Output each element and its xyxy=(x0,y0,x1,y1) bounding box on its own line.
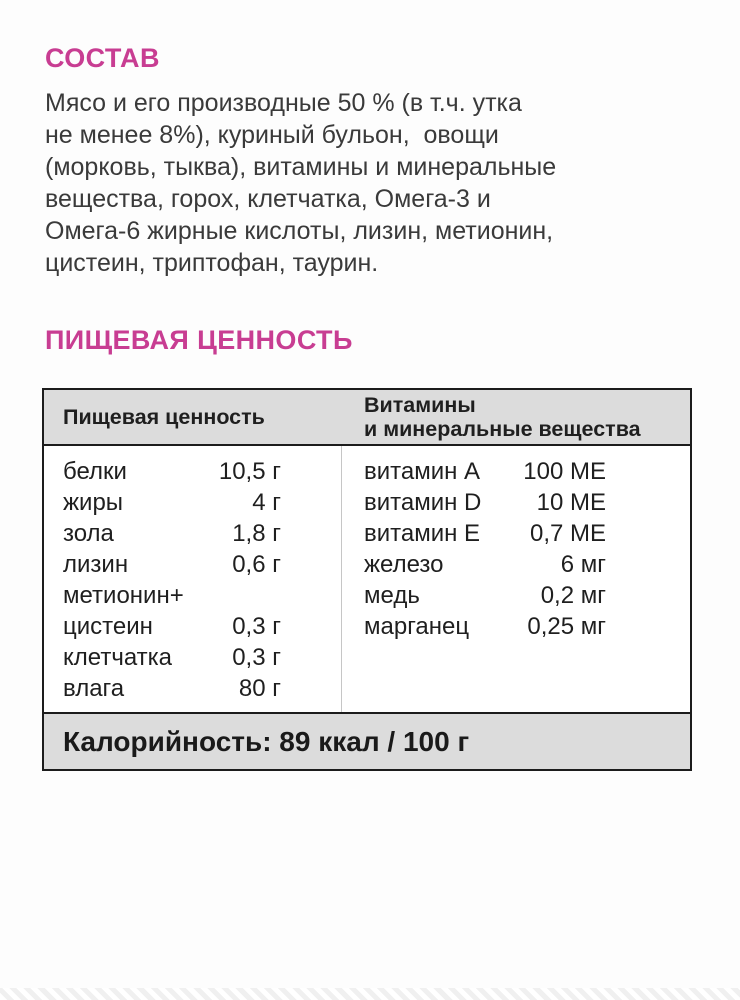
nutrient-value: 4 г xyxy=(252,489,281,516)
nutrient-label: жиры xyxy=(63,489,124,516)
ingredients-line: вещества, горох, клетчатка, Омега-3 и xyxy=(45,185,491,213)
vitamin-label: медь xyxy=(364,582,420,609)
nutrient-label: клетчатка xyxy=(63,644,173,671)
nutrient-value: 10,5 г xyxy=(218,458,281,485)
table-row xyxy=(364,580,606,611)
nutrition-column xyxy=(44,446,342,712)
vitamin-label: железо xyxy=(364,551,444,578)
nutrition-table-header xyxy=(44,390,690,446)
ingredients-line: (морковь, тыква), витамины и минеральные xyxy=(45,153,557,181)
nutrient-label: лизин xyxy=(63,551,129,578)
table-row xyxy=(364,518,606,549)
vitamin-value: 100 МЕ xyxy=(523,458,606,485)
table-row xyxy=(364,487,606,518)
nutrient-label: зола xyxy=(63,520,114,547)
table-row xyxy=(63,642,281,673)
table-row xyxy=(63,549,281,580)
column-header-vitamins-line2: и минеральные вещества xyxy=(364,417,641,441)
table-row xyxy=(63,456,281,487)
vitamin-value: 10 МЕ xyxy=(536,489,606,516)
vitamin-label: витамин D xyxy=(364,489,482,516)
column-header-nutrition: Пищевая ценность xyxy=(63,405,265,429)
table-row xyxy=(364,611,606,642)
table-row xyxy=(63,580,281,611)
vitamin-value: 0,2 мг xyxy=(540,582,606,609)
ingredients-line: Омега-6 жирные кислоты, лизин, метионин, xyxy=(45,217,554,245)
ingredients-paragraph xyxy=(45,87,700,279)
nutrient-value: 80 г xyxy=(238,675,281,702)
ingredients-line: не менее 8%), куриный бульон, овощи xyxy=(45,121,499,149)
nutrient-value: 0,3 г xyxy=(232,644,281,671)
table-row xyxy=(364,456,606,487)
nutrition-table-body xyxy=(44,446,690,712)
column-header-vitamins xyxy=(342,393,641,441)
calories-row: Калорийность: 89 ккал / 100 г xyxy=(44,712,690,769)
column-header-vitamins-line1: Витамины xyxy=(364,393,476,417)
table-row xyxy=(63,611,281,642)
nutrient-label: белки xyxy=(63,458,127,485)
nutrition-heading: ПИЩЕВАЯ ЦЕННОСТЬ xyxy=(45,325,353,355)
table-row xyxy=(63,673,281,704)
composition-heading: СОСТАВ xyxy=(45,43,160,73)
nutrition-table xyxy=(42,388,692,771)
vitamin-label: марганец xyxy=(364,613,470,640)
vitamin-label: витамин A xyxy=(364,458,481,485)
ingredients-line: Мясо и его производные 50 % (в т.ч. утка xyxy=(45,89,522,117)
table-row xyxy=(63,487,281,518)
table-row xyxy=(364,549,606,580)
vitamin-label: витамин E xyxy=(364,520,481,547)
nutrient-label: цистеин xyxy=(63,613,153,640)
nutrient-value: 0,6 г xyxy=(232,551,281,578)
nutrient-value: 1,8 г xyxy=(232,520,281,547)
table-row xyxy=(63,518,281,549)
bottom-photo-edge xyxy=(0,988,740,1000)
vitamins-column xyxy=(342,446,690,712)
vitamin-value: 6 мг xyxy=(560,551,606,578)
vitamin-value: 0,25 мг xyxy=(527,613,606,640)
nutrient-label: влага xyxy=(63,675,125,702)
vitamin-value: 0,7 МЕ xyxy=(529,520,606,547)
nutrient-value: 0,3 г xyxy=(232,613,281,640)
ingredients-line: цистеин, триптофан, таурин. xyxy=(45,249,379,277)
nutrient-label: метионин+ xyxy=(63,582,184,609)
